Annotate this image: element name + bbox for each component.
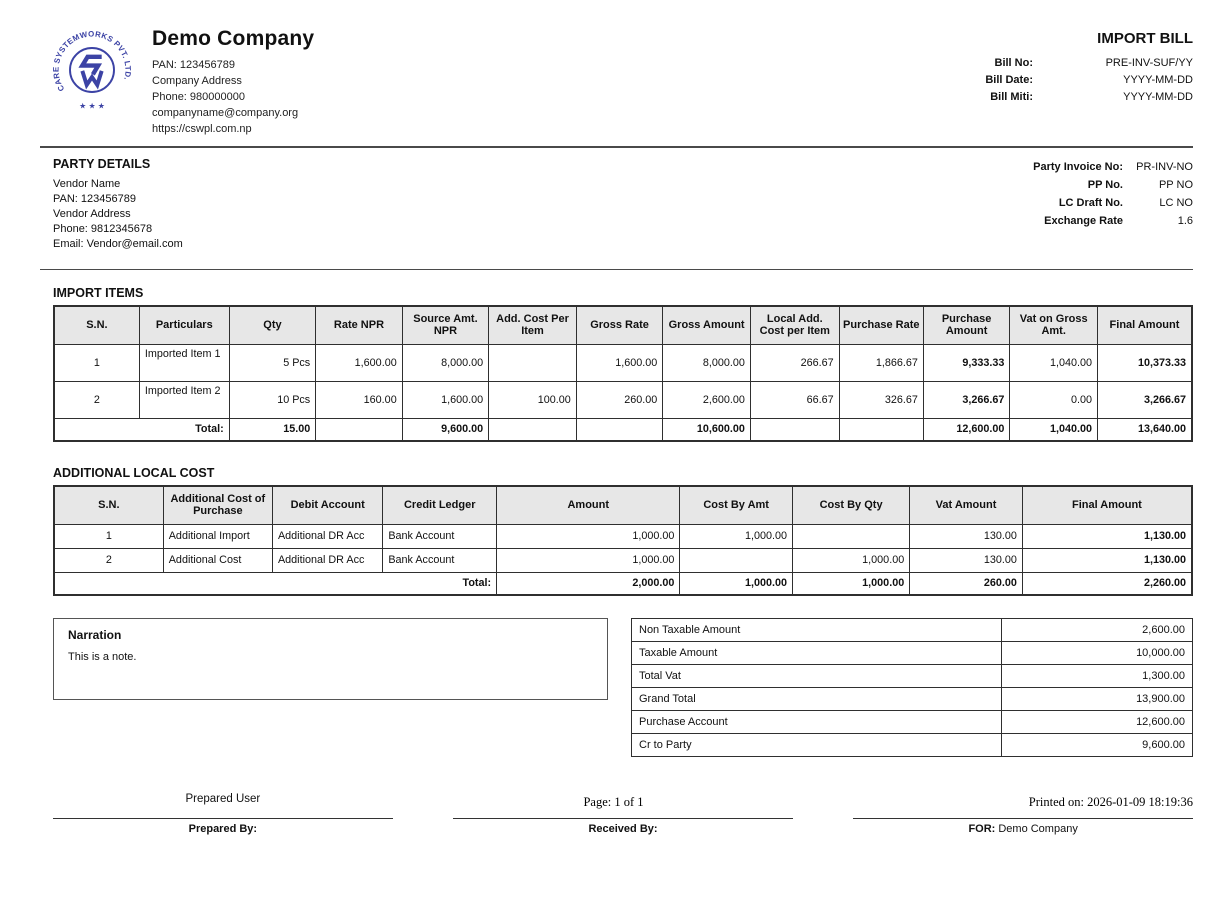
column-header: Vat on Gross Amt. — [1010, 306, 1098, 344]
bill-info — [863, 22, 1193, 137]
divider — [40, 146, 1193, 148]
table-cell: 326.67 — [839, 381, 923, 418]
page-footer — [0, 795, 1227, 811]
table-cell: Additional DR Acc — [272, 524, 382, 548]
narration-heading: Narration — [68, 628, 122, 642]
summary-row — [632, 665, 1193, 688]
table-header-row — [54, 306, 1192, 344]
column-header: Additional Cost of Purchase — [163, 486, 272, 524]
prepared-user-name: Prepared User — [185, 793, 261, 805]
bill-date-value: YYYY-MM-DD — [1123, 74, 1193, 86]
summary-row — [632, 619, 1193, 642]
table-cell: 1,600.00 — [576, 344, 662, 381]
table-cell: 3,266.67 — [923, 381, 1009, 418]
table-cell: 1 — [54, 344, 139, 381]
table-header-row — [54, 486, 1192, 524]
summary-value: 13,900.00 — [1002, 688, 1193, 711]
vendor-address: Vendor Address — [53, 208, 131, 220]
column-header: Credit Ledger — [383, 486, 497, 524]
table-cell: 2,000.00 — [497, 572, 680, 595]
column-header: Source Amt. NPR — [402, 306, 488, 344]
table-cell: Imported Item 1 — [139, 344, 229, 381]
table-cell: 1,600.00 — [316, 344, 402, 381]
column-header: Purchase Rate — [839, 306, 923, 344]
additional-cost-heading: ADDITIONAL LOCAL COST — [53, 466, 215, 480]
table-cell — [576, 418, 662, 441]
column-header: Final Amount — [1022, 486, 1192, 524]
logo-ring-text: CARE SYSTEMWORKS PVT. LTD. — [51, 29, 133, 93]
exchange-rate-value: 1.6 — [1177, 215, 1193, 227]
table-cell: 10,600.00 — [663, 418, 751, 441]
table-cell: 5 Pcs — [229, 344, 315, 381]
table-cell: 1,000.00 — [793, 548, 910, 572]
bill-no-label: Bill No: — [994, 57, 1033, 69]
summary-label: Non Taxable Amount — [632, 619, 1002, 642]
summary-row — [632, 688, 1193, 711]
summary-label: Total Vat — [632, 665, 1002, 688]
table-cell: 13,640.00 — [1097, 418, 1192, 441]
signature-line — [453, 818, 793, 819]
table-cell — [489, 418, 577, 441]
for-company-name: Demo Company — [998, 823, 1078, 835]
column-header: Local Add. Cost per Item — [750, 306, 839, 344]
party-details — [53, 157, 183, 252]
table-cell: Additional Import — [163, 524, 272, 548]
table-cell: 1,000.00 — [497, 548, 680, 572]
table-cell: 15.00 — [229, 418, 315, 441]
printed-timestamp: Printed on: 2026-01-09 18:19:36 — [1028, 795, 1193, 809]
bill-no-value: PRE-INV-SUF/YY — [1105, 57, 1193, 69]
exchange-rate-label: Exchange Rate — [1044, 215, 1123, 227]
bill-miti-label: Bill Miti: — [990, 91, 1033, 103]
summary-label: Cr to Party — [632, 734, 1002, 757]
bill-title: IMPORT BILL — [1097, 30, 1193, 47]
signature-line — [853, 818, 1193, 819]
table-cell — [316, 418, 402, 441]
table-cell: 266.67 — [750, 344, 839, 381]
table-total-row — [54, 418, 1192, 441]
table-cell: Additional DR Acc — [272, 548, 382, 572]
party-invoice-info — [863, 157, 1193, 252]
party-invoice-no-label: Party Invoice No: — [1033, 161, 1123, 173]
summary-value: 9,600.00 — [1002, 734, 1193, 757]
table-cell — [750, 418, 839, 441]
table-cell: 1 — [54, 524, 163, 548]
logo-stars: ★ ★ ★ — [79, 101, 105, 111]
table-cell: 130.00 — [910, 524, 1023, 548]
table-cell: 2 — [54, 548, 163, 572]
table-cell: 3,266.67 — [1097, 381, 1192, 418]
additional-cost-table — [53, 485, 1193, 596]
table-cell: 2,260.00 — [1022, 572, 1192, 595]
vendor-email: Email: Vendor@email.com — [53, 238, 183, 250]
bill-date-label: Bill Date: — [985, 74, 1033, 86]
table-cell: 9,600.00 — [402, 418, 488, 441]
table-cell: 1,040.00 — [1010, 344, 1098, 381]
table-cell: 260.00 — [576, 381, 662, 418]
summary-label: Purchase Account — [632, 711, 1002, 734]
import-items-table — [53, 305, 1193, 442]
bottom-section — [53, 618, 1193, 757]
table-cell: 100.00 — [489, 381, 577, 418]
table-cell: 1,130.00 — [1022, 548, 1192, 572]
table-cell: 1,130.00 — [1022, 524, 1192, 548]
pp-no-value: PP NO — [1158, 179, 1193, 191]
table-cell: 1,000.00 — [680, 524, 793, 548]
table-row — [54, 344, 1192, 381]
table-cell: 160.00 — [316, 381, 402, 418]
table-total-row — [54, 572, 1192, 595]
bill-miti-value: YYYY-MM-DD — [1123, 91, 1193, 103]
document-header — [53, 22, 1193, 137]
table-cell: 1,040.00 — [1010, 418, 1098, 441]
column-header: S.N. — [54, 306, 139, 344]
total-label: Total: — [54, 418, 229, 441]
table-cell: 0.00 — [1010, 381, 1098, 418]
table-cell: 9,333.33 — [923, 344, 1009, 381]
table-cell: Imported Item 2 — [139, 381, 229, 418]
company-header — [48, 22, 314, 137]
table-cell: 2 — [54, 381, 139, 418]
signature-line — [53, 818, 393, 819]
summary-table — [631, 618, 1193, 757]
bill-fields — [863, 57, 1193, 103]
table-cell: Bank Account — [383, 524, 497, 548]
summary-row — [632, 734, 1193, 757]
lc-draft-no-label: LC Draft No. — [1058, 197, 1123, 209]
summary-row — [632, 642, 1193, 665]
table-cell — [839, 418, 923, 441]
table-cell: 260.00 — [910, 572, 1023, 595]
column-header: S.N. — [54, 486, 163, 524]
table-row — [54, 381, 1192, 418]
company-name: Demo Company — [152, 27, 315, 50]
column-header: Particulars — [139, 306, 229, 344]
summary-value: 1,300.00 — [1002, 665, 1193, 688]
table-cell: 10,373.33 — [1097, 344, 1192, 381]
column-header: Rate NPR — [316, 306, 402, 344]
table-cell — [680, 548, 793, 572]
vendor-phone: Phone: 9812345678 — [53, 223, 153, 235]
for-label: FOR: — [968, 823, 996, 835]
svg-text:CARE SYSTEMWORKS PVT. LTD. — [52, 29, 133, 92]
column-header: Add. Cost Per Item — [489, 306, 577, 344]
company-email: companyname@company.org — [152, 107, 299, 119]
summary-row — [632, 711, 1193, 734]
company-pan: PAN: 123456789 — [152, 59, 235, 71]
table-cell: 1,866.67 — [839, 344, 923, 381]
party-invoice-no-value: PR-INV-NO — [1136, 161, 1193, 173]
narration-text: This is a note. — [68, 651, 137, 663]
table-cell: 2,600.00 — [663, 381, 751, 418]
divider — [40, 269, 1193, 270]
page-number: Page: 1 of 1 — [583, 795, 644, 809]
narration-box — [53, 618, 608, 700]
table-cell: Bank Account — [383, 548, 497, 572]
summary-label: Grand Total — [632, 688, 1002, 711]
lc-draft-no-value: LC NO — [1159, 197, 1193, 209]
table-row — [54, 548, 1192, 572]
company-logo-icon — [48, 22, 136, 118]
prepared-by-label: Prepared By: — [188, 823, 258, 835]
table-cell — [489, 344, 577, 381]
column-header: Debit Account — [272, 486, 382, 524]
company-website: https://cswpl.com.np — [152, 123, 252, 135]
table-cell: 8,000.00 — [663, 344, 751, 381]
party-heading: PARTY DETAILS — [53, 157, 151, 171]
company-info — [152, 22, 314, 137]
column-header: Cost By Qty — [793, 486, 910, 524]
pp-no-label: PP No. — [1087, 179, 1123, 191]
vendor-name: Vendor Name — [53, 178, 121, 190]
vendor-pan: PAN: 123456789 — [53, 193, 136, 205]
summary-value: 2,600.00 — [1002, 619, 1193, 642]
received-by-label: Received By: — [588, 823, 658, 835]
summary-value: 10,000.00 — [1002, 642, 1193, 665]
column-header: Gross Rate — [576, 306, 662, 344]
table-cell: 66.67 — [750, 381, 839, 418]
table-cell: Additional Cost — [163, 548, 272, 572]
total-label: Total: — [54, 572, 497, 595]
table-cell: 8,000.00 — [402, 344, 488, 381]
table-cell: 12,600.00 — [923, 418, 1009, 441]
table-cell: 10 Pcs — [229, 381, 315, 418]
logo-monogram-s — [82, 57, 101, 75]
party-section — [53, 157, 1193, 260]
column-header: Qty — [229, 306, 315, 344]
table-cell: 130.00 — [910, 548, 1023, 572]
table-row — [54, 524, 1192, 548]
column-header: Amount — [497, 486, 680, 524]
column-header: Gross Amount — [663, 306, 751, 344]
table-cell: 1,000.00 — [680, 572, 793, 595]
summary-value: 12,600.00 — [1002, 711, 1193, 734]
summary-label: Taxable Amount — [632, 642, 1002, 665]
table-cell — [793, 524, 910, 548]
for-company-label — [853, 823, 1193, 835]
column-header: Vat Amount — [910, 486, 1023, 524]
company-phone: Phone: 980000000 — [152, 91, 245, 103]
table-cell: 1,600.00 — [402, 381, 488, 418]
column-header: Cost By Amt — [680, 486, 793, 524]
table-cell: 1,000.00 — [497, 524, 680, 548]
column-header: Purchase Amount — [923, 306, 1009, 344]
column-header: Final Amount — [1097, 306, 1192, 344]
company-address: Company Address — [152, 75, 242, 87]
import-items-heading: IMPORT ITEMS — [53, 286, 144, 300]
table-cell: 1,000.00 — [793, 572, 910, 595]
